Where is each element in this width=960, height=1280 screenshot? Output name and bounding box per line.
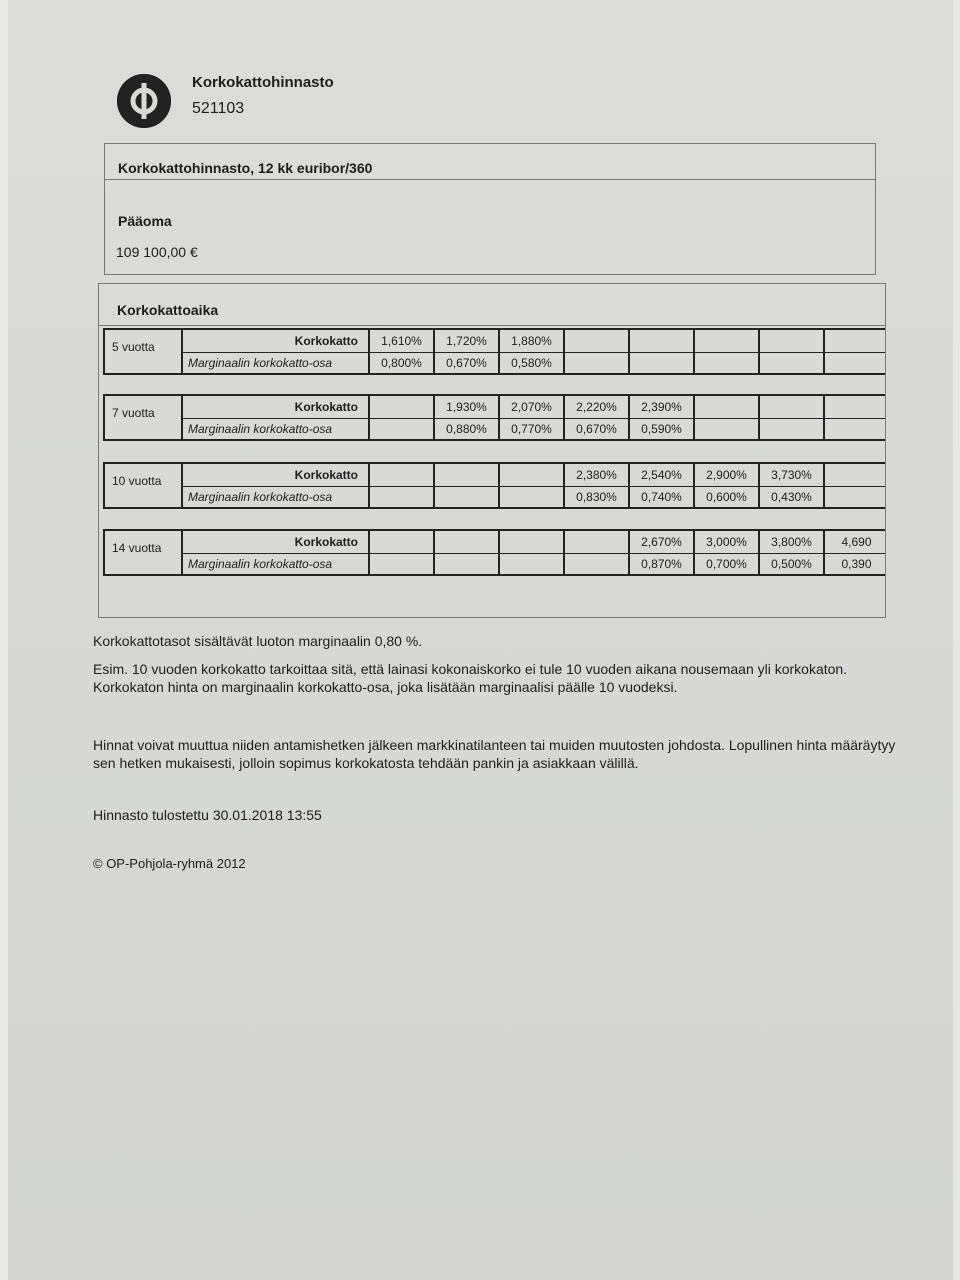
- rate-cell: [370, 396, 435, 418]
- rate-cell: 3,800%: [760, 531, 825, 553]
- rate-cell: 2,390%: [630, 396, 695, 418]
- principal-label: Pääoma: [118, 213, 172, 229]
- rate-cell: [370, 486, 435, 508]
- rate-cell: 1,930%: [435, 396, 500, 418]
- rate-cell: [435, 464, 500, 486]
- rate-cell: 2,070%: [500, 396, 565, 418]
- rate-cell: 2,900%: [695, 464, 760, 486]
- rate-cell: [825, 330, 886, 352]
- rate-cell: [825, 352, 886, 374]
- rate-cell: [500, 464, 565, 486]
- rate-cell: [435, 531, 500, 553]
- rate-cell: [565, 330, 630, 352]
- rate-cell: [500, 553, 565, 575]
- rate-cell: 2,670%: [630, 531, 695, 553]
- cap-term-block: [103, 529, 886, 576]
- rate-cell: 0,740%: [630, 486, 695, 508]
- principal-value: 109 100,00 €: [116, 244, 198, 260]
- rate-cell: 1,720%: [435, 330, 500, 352]
- margin-cap-row: [183, 486, 886, 508]
- rate-cell: 1,880%: [500, 330, 565, 352]
- rate-cell: 0,670%: [435, 352, 500, 374]
- copyright: © OP-Pohjola-ryhmä 2012: [93, 856, 246, 871]
- rate-cell: 0,870%: [630, 553, 695, 575]
- rate-cell: [825, 418, 886, 440]
- rate-cell: [695, 418, 760, 440]
- cap-rate-row: [183, 396, 886, 419]
- rate-cell: [565, 352, 630, 374]
- rate-cell: [630, 352, 695, 374]
- rate-cell: 0,430%: [760, 486, 825, 508]
- cap-term-name: 5 vuotta: [105, 330, 183, 373]
- op-logo: [117, 74, 171, 128]
- example-note: Esim. 10 vuoden korkokatto tarkoittaa sitä, että lainasi kokonaiskorko ei tule 10 vuoden aikana nousemaan yli korkokaton. Korkokaton hinta on marginaalin korkokatto-osa, joka lisätään marginaalisi päälle 10 vuodeksi.: [93, 661, 848, 695]
- cap-rate-row: [183, 330, 886, 353]
- cap-rate-label: Korkokatto: [183, 531, 370, 553]
- rate-cell: [825, 486, 886, 508]
- rate-cell: [695, 396, 760, 418]
- margin-cap-label: Marginaalin korkokatto-osa: [183, 553, 370, 575]
- rate-cell: 0,800%: [370, 352, 435, 374]
- margin-note: Korkokattotasot sisältävät luoton marginaalin 0,80 %.: [93, 633, 423, 649]
- rate-cell: 2,540%: [630, 464, 695, 486]
- cap-rate-label: Korkokatto: [183, 464, 370, 486]
- rate-cell: [760, 352, 825, 374]
- cap-term-block: [103, 462, 886, 509]
- rate-cell: 0,600%: [695, 486, 760, 508]
- price-change-note: Hinnat voivat muuttua niiden antamishetken jälkeen markkinatilanteen tai muiden muutosten johdosta. Lopullinen hinta määräytyy sen hetken mukaisesti, jolloin sopimus korkokatosta tehdään pankin ja asiakkaan välillä.: [93, 737, 896, 771]
- cap-term-block: [103, 394, 886, 441]
- cap-rate-row: [183, 531, 886, 554]
- principal-section: [104, 143, 876, 275]
- rate-cell: [370, 418, 435, 440]
- rate-cell: [500, 531, 565, 553]
- cap-term-block: [103, 328, 886, 375]
- rate-cell: 0,390: [825, 553, 886, 575]
- rate-cell: 2,380%: [565, 464, 630, 486]
- cap-term-name: 7 vuotta: [105, 396, 183, 439]
- rate-cell: 0,580%: [500, 352, 565, 374]
- rate-cell: [565, 531, 630, 553]
- rate-cell: [435, 553, 500, 575]
- rate-cell: [760, 418, 825, 440]
- rate-cell: [695, 330, 760, 352]
- principal-section-title: Korkokattohinnasto, 12 kk euribor/360: [105, 144, 875, 180]
- cap-rate-label: Korkokatto: [183, 330, 370, 352]
- rate-cell: [370, 464, 435, 486]
- rate-cell: [825, 464, 886, 486]
- cap-period-section: [98, 283, 886, 618]
- rate-cell: 3,730%: [760, 464, 825, 486]
- rate-cell: 0,590%: [630, 418, 695, 440]
- cap-term-name: 14 vuotta: [105, 531, 183, 574]
- cap-rate-row: [183, 464, 886, 487]
- rate-cell: [695, 352, 760, 374]
- margin-cap-row: [183, 418, 886, 440]
- rate-cell: 0,700%: [695, 553, 760, 575]
- rate-cell: 0,880%: [435, 418, 500, 440]
- cap-period-title: Korkokattoaika: [99, 284, 885, 326]
- margin-cap-row: [183, 352, 886, 374]
- rate-cell: [370, 531, 435, 553]
- rate-cell: [760, 396, 825, 418]
- rate-cell: 3,000%: [695, 531, 760, 553]
- rate-cell: [500, 486, 565, 508]
- rate-cell: [825, 396, 886, 418]
- margin-cap-label: Marginaalin korkokatto-osa: [183, 352, 370, 374]
- rate-cell: 0,670%: [565, 418, 630, 440]
- rate-cell: 0,770%: [500, 418, 565, 440]
- document-title: Korkokattohinnasto: [192, 74, 334, 91]
- rate-cell: 0,500%: [760, 553, 825, 575]
- cap-rate-label: Korkokatto: [183, 396, 370, 418]
- rate-cell: 4,690: [825, 531, 886, 553]
- rate-cell: [565, 553, 630, 575]
- page-edge-right: [953, 0, 960, 1280]
- rate-cell: 2,220%: [565, 396, 630, 418]
- cap-term-name: 10 vuotta: [105, 464, 183, 507]
- page-edge-left: [0, 0, 8, 1280]
- rate-cell: [760, 330, 825, 352]
- margin-cap-label: Marginaalin korkokatto-osa: [183, 418, 370, 440]
- rate-cell: 0,830%: [565, 486, 630, 508]
- printed-timestamp: Hinnasto tulostettu 30.01.2018 13:55: [93, 807, 322, 823]
- rate-cell: [630, 330, 695, 352]
- rate-cell: [435, 486, 500, 508]
- margin-cap-label: Marginaalin korkokatto-osa: [183, 486, 370, 508]
- rate-cell: [370, 553, 435, 575]
- margin-cap-row: [183, 553, 886, 575]
- document-code: 521103: [192, 100, 245, 117]
- rate-cell: 1,610%: [370, 330, 435, 352]
